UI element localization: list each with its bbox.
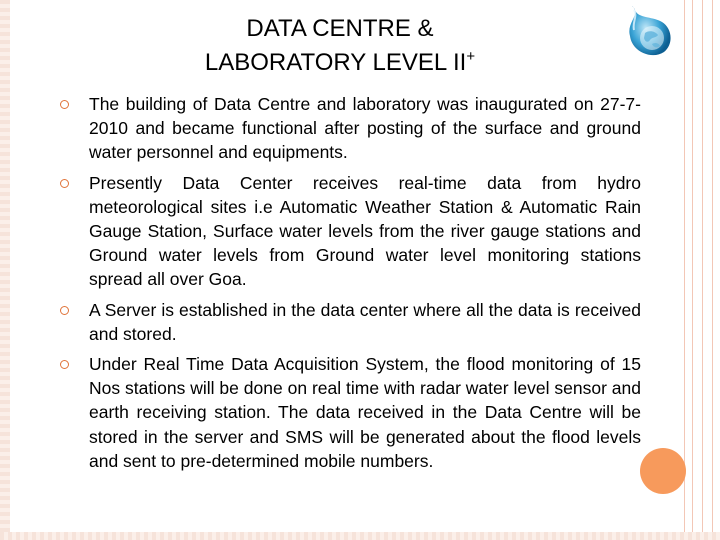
border-line — [692, 0, 693, 540]
orange-circle-decoration — [640, 448, 686, 494]
right-border-decoration — [680, 0, 720, 540]
slide-title — [140, 12, 540, 80]
title-superscript: + — [466, 48, 476, 65]
circle-bullet-icon — [60, 179, 69, 188]
circle-bullet-icon — [60, 360, 69, 369]
bullet-text: A Server is established in the data center where all the data is received and stored. — [89, 299, 641, 344]
border-line — [712, 0, 713, 540]
water-drop-globe-icon — [612, 0, 680, 64]
title-line-1: DATA CENTRE & — [246, 15, 434, 42]
left-border-decoration — [0, 0, 10, 540]
border-line — [702, 0, 703, 540]
list-item — [60, 352, 641, 473]
list-item — [60, 298, 641, 346]
circle-bullet-icon — [60, 306, 69, 315]
list-item — [60, 92, 641, 165]
border-line — [684, 0, 685, 540]
bullet-list — [60, 92, 641, 479]
circle-bullet-icon — [60, 100, 69, 109]
list-item — [60, 171, 641, 292]
bottom-border-decoration — [0, 532, 720, 540]
bullet-text: Presently Data Center receives real-time data from hydro meteorological sites i.e Automatic Weather Station & Automatic Rain Gauge Station, Surface water levels from the river gauge stations and Ground water levels from Ground water level monitoring stations spread all over Goa. — [89, 172, 641, 290]
title-line-2: LABORATORY LEVEL II — [204, 49, 467, 76]
bullet-text: Under Real Time Data Acquisition System, the flood monitoring of 15 Nos stations will be done on real time with radar water level sensor and earth receiving station. The data received in the Data Centre will be stored in the server and SMS will be generated about the flood levels and sent to pre-determined mobile numbers. — [89, 354, 641, 471]
bullet-text: The building of Data Centre and laboratory was inaugurated on 27-7-2010 and became functional after posting of the surface and ground water personnel and equipments. — [89, 94, 641, 163]
